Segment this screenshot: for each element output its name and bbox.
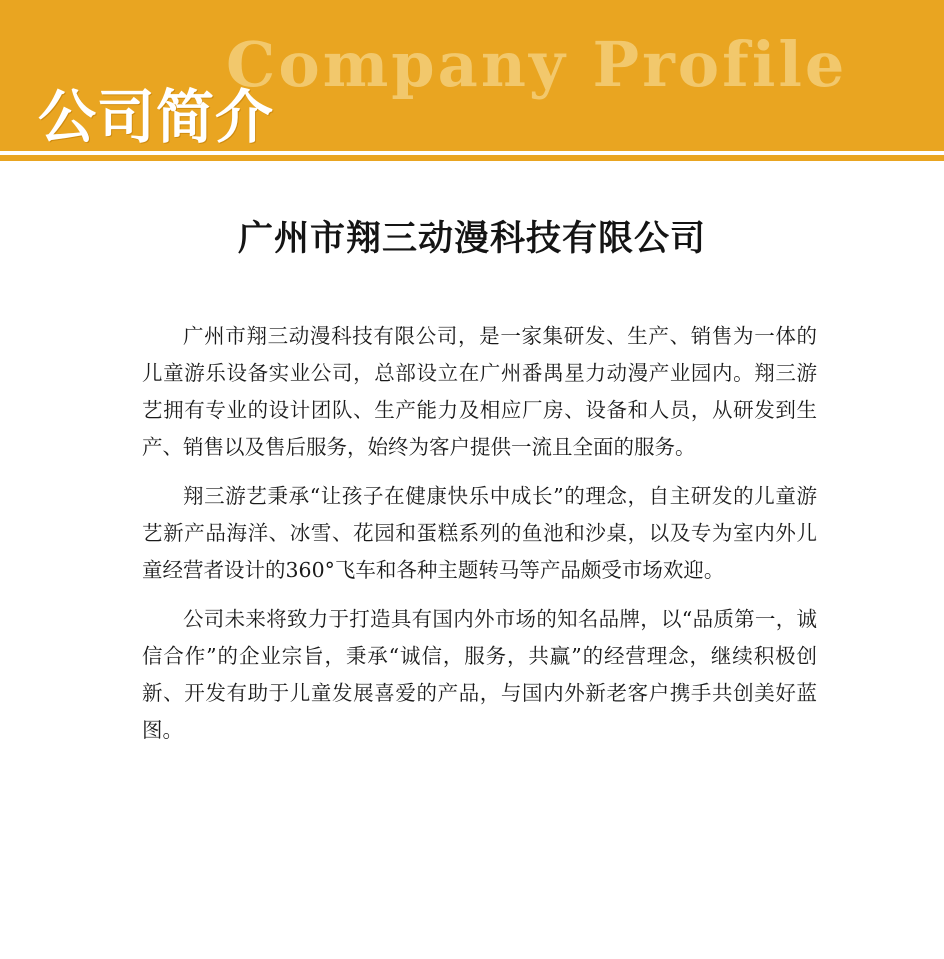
header-divider-line: [0, 155, 944, 161]
paragraph-intro: 广州市翔三动漫科技有限公司，是一家集研发、生产、销售为一体的儿童游乐设备实业公司，总部设立在广州番禺星力动漫产业园内。翔三游艺拥有专业的设计团队、生产能力及相应厂房、设备和人员，从研发到生产、销售以及售后服务，始终为客户提供一流且全面的服务。: [142, 324, 817, 459]
company-name-heading: 广州市翔三动漫科技有限公司: [237, 219, 706, 259]
header-watermark: Company Profile: [226, 28, 848, 101]
paragraph-future: 公司未来将致力于打造具有国内外市场的知名品牌，以“品质第一，诚信合作”的企业宗旨，秉承“诚信，服务，共赢”的经营理念，继续积极创新、开发有助于儿童发展喜爱的产品，与国内外新老客户携手共创美好蓝图。: [142, 607, 817, 742]
profile-body: [142, 318, 817, 761]
header-title: 公司简介: [38, 83, 275, 151]
paragraph-philosophy: 翔三游艺秉承“让孩子在健康快乐中成长”的理念，自主研发的儿童游艺新产品海洋、冰雪、花园和蛋糕系列的鱼池和沙桌，以及专为室内外儿童经营者设计的360°飞车和各种主题转马等产品颇受市场欢迎。: [142, 484, 817, 582]
header-banner: [0, 0, 944, 151]
